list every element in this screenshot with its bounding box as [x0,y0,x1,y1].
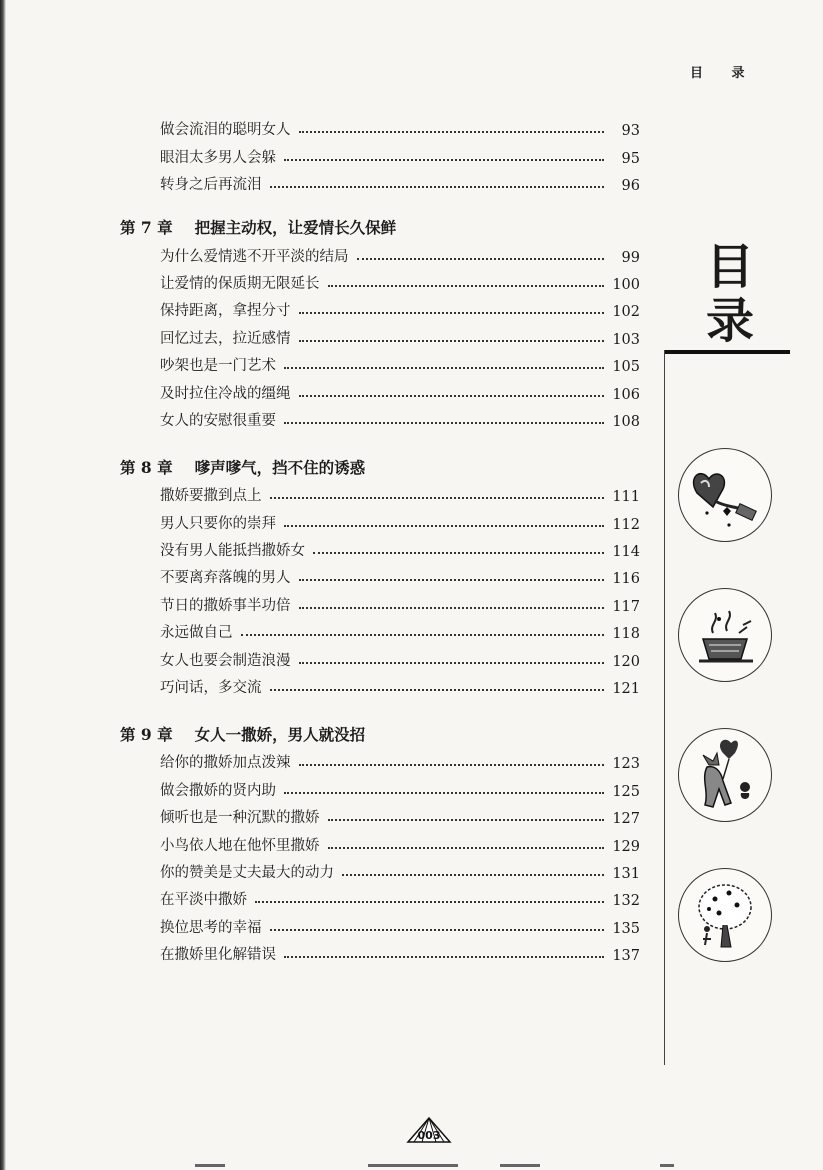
page-number: 003 [417,1129,441,1142]
toc-entry-title: 你的赞美是丈夫最大的动力 [160,864,334,881]
table-of-contents [120,112,640,964]
running-head: 目 录 [690,66,757,81]
chapter-title: 嗲声嗲气，挡不住的诱惑 [194,457,366,477]
toc-entry-title: 节日的撒娇事半功倍 [160,597,291,614]
chapter-7-entries [120,238,640,430]
toc-entry-title: 在平淡中撒娇 [160,892,247,909]
toc-entry[interactable] [120,615,640,642]
chapter-title: 女人一撒娇，男人就没招 [194,725,366,745]
toc-entry-title: 永远做自己 [160,625,233,642]
toc-entry[interactable] [120,855,640,882]
page-binding-edge [0,0,6,1170]
dot-leader [284,159,604,161]
toc-entry[interactable] [120,560,640,587]
dot-leader [313,552,604,554]
sidebar-title [700,240,760,348]
dot-leader [255,901,604,903]
toc-entry-page: 114 [612,544,640,561]
toc-entry-title: 没有男人能抵挡撒娇女 [160,543,305,560]
toc-entry-page: 93 [621,123,640,140]
toc-entry-title: 给你的撒娇加点泼辣 [160,755,291,772]
chapter-8-heading[interactable] [120,454,640,478]
toc-entry-title: 撒娇要撒到点上 [160,488,262,505]
dot-leader [270,929,605,931]
toc-entry-page: 135 [612,920,640,937]
toc-entry[interactable] [120,139,640,166]
toc-entry-page: 106 [612,386,640,403]
toc-entry[interactable] [120,745,640,772]
toc-entry[interactable] [120,827,640,854]
toc-entry-page: 116 [612,571,640,588]
toc-entry[interactable] [120,587,640,614]
toc-entry-title: 回忆过去，拉近感情 [160,330,291,347]
toc-entry-page: 111 [612,489,640,506]
sidebar-rule-vertical [664,350,665,1065]
toc-entry-page: 125 [612,783,640,800]
sidebar-rule-horizontal [664,350,790,354]
chapter-number: 第 8 章 [120,457,173,477]
dot-leader [299,662,605,664]
sidebar-title-char: 录 [705,293,754,349]
toc-entry-page: 105 [612,359,640,376]
dot-leader [299,131,605,133]
dot-leader [299,395,605,397]
dot-leader [299,579,605,581]
toc-entry-page: 108 [612,413,640,430]
heart-ribbon-illustration [678,448,772,542]
toc-entry[interactable] [120,348,640,375]
toc-entry-page: 117 [612,598,640,615]
dot-leader [299,312,605,314]
chapter-number: 第 7 章 [120,218,173,238]
dot-leader [342,874,604,876]
toc-entry[interactable] [120,772,640,799]
toc-entry-title: 转身之后再流泪 [160,177,262,194]
sidebar-title-char: 目 [705,239,754,295]
toc-entry-title: 在撒娇里化解错误 [160,947,276,964]
toc-entry-page: 137 [612,948,640,965]
toc-entry-title: 做会撒娇的贤内助 [160,782,276,799]
dot-leader [357,258,605,260]
toc-entry-title: 小鸟依人地在他怀里撒娇 [160,837,320,854]
toc-entry-page: 102 [612,304,640,321]
toc-entry[interactable] [120,403,640,430]
tree-illustration [678,868,772,962]
toc-entry-title: 眼泪太多男人会躲 [160,149,276,166]
toc-entry-title: 保持距离，拿捏分寸 [160,303,291,320]
toc-entry-title: 换位思考的幸福 [160,919,262,936]
dot-leader [284,422,604,424]
toc-entry-title: 倾听也是一种沉默的撒娇 [160,810,320,827]
dot-leader [328,847,605,849]
cat-balloon-illustration [678,728,772,822]
toc-entry[interactable] [120,238,640,265]
toc-entry[interactable] [120,505,640,532]
toc-entry[interactable] [120,266,640,293]
toc-entry-title: 女人的安慰很重要 [160,412,276,429]
toc-entry-page: 131 [612,865,640,882]
toc-entry-page: 118 [612,626,640,643]
dot-leader [328,285,605,287]
chapter-8-entries [120,478,640,697]
dot-leader [284,525,604,527]
chapter-title: 把握主动权，让爱情长久保鲜 [194,218,397,238]
toc-entry-title: 吵架也是一门艺术 [160,358,276,375]
dot-leader [270,186,605,188]
toc-entry-page: 121 [612,681,640,698]
preface-entries [120,112,640,194]
dot-leader [284,367,604,369]
dot-leader [328,819,605,821]
toc-entry-title: 女人也要会制造浪漫 [160,652,291,669]
crop-marks [0,1162,823,1170]
toc-entry[interactable] [120,478,640,505]
dot-leader [284,792,604,794]
teacup-steam-illustration [678,588,772,682]
dot-leader [270,497,605,499]
toc-entry-title: 不要离弃落魄的男人 [160,570,291,587]
toc-entry-page: 99 [621,249,640,266]
dot-leader [299,607,605,609]
toc-entry[interactable] [120,167,640,194]
toc-entry-title: 巧问话，多交流 [160,680,262,697]
toc-entry[interactable] [120,882,640,909]
toc-entry-page: 96 [621,178,640,195]
toc-entry-page: 120 [612,653,640,670]
toc-entry[interactable] [120,642,640,669]
toc-entry[interactable] [120,112,640,139]
toc-entry-page: 123 [612,756,640,773]
toc-entry-title: 做会流泪的聪明女人 [160,122,291,139]
toc-entry-page: 95 [621,150,640,167]
toc-entry-page: 100 [612,276,640,293]
dot-leader [299,764,605,766]
dot-leader [299,340,605,342]
toc-entry[interactable] [120,375,640,402]
toc-entry-title: 为什么爱情逃不开平淡的结局 [160,248,349,265]
toc-entry-title: 及时拉住冷战的缰绳 [160,385,291,402]
chapter-9-entries [120,745,640,964]
toc-entry-page: 129 [612,838,640,855]
dot-leader [284,956,604,958]
folio-fan-icon [404,1112,454,1146]
chapter-7-heading[interactable] [120,214,640,238]
toc-entry[interactable] [120,320,640,347]
toc-entry-title: 让爱情的保质期无限延长 [160,275,320,292]
toc-entry[interactable] [120,909,640,936]
toc-entry[interactable] [120,937,640,964]
toc-entry[interactable] [120,800,640,827]
toc-entry-page: 103 [612,331,640,348]
toc-entry-title: 男人只要你的崇拜 [160,515,276,532]
toc-entry-page: 112 [612,516,640,533]
chapter-number: 第 9 章 [120,725,173,745]
dot-leader [241,634,605,636]
toc-entry[interactable] [120,293,640,320]
toc-entry-page: 132 [612,893,640,910]
dot-leader [270,689,605,691]
toc-entry-page: 127 [612,811,640,828]
chapter-9-heading[interactable] [120,721,640,745]
toc-entry[interactable] [120,533,640,560]
toc-entry[interactable] [120,670,640,697]
